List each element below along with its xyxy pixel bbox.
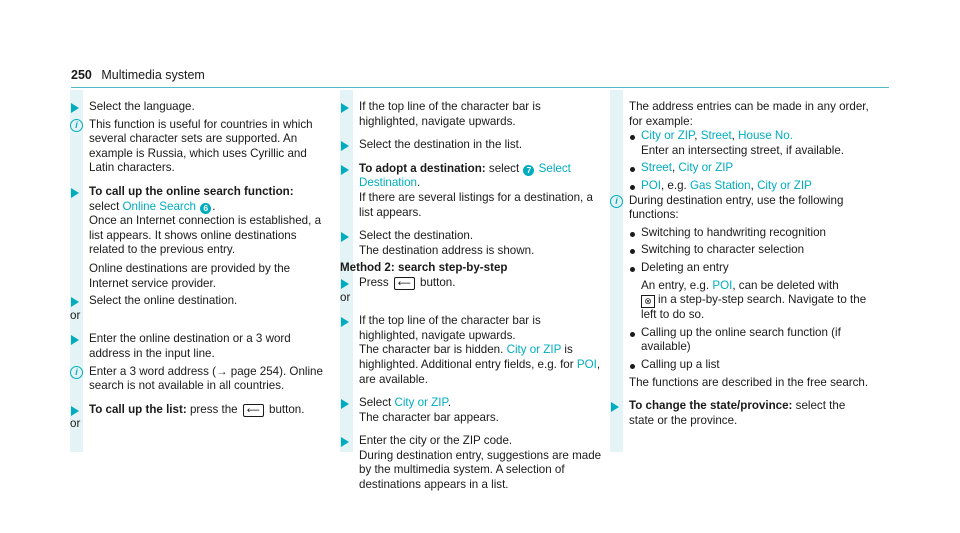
step-text: Press — [359, 275, 389, 289]
method-heading: Method 2: search step-by-step — [340, 261, 508, 275]
bullet-icon — [630, 167, 635, 172]
step-heading: To call up the list: — [89, 402, 187, 416]
menu-item-street[interactable]: Street — [641, 161, 672, 175]
step-heading: To adopt a destination: — [359, 161, 486, 175]
step-text: button. — [269, 402, 305, 416]
info-icon: i — [70, 366, 83, 379]
step-arrow-icon — [71, 103, 79, 113]
menu-item-poi[interactable]: POI — [641, 178, 661, 192]
bullet-item — [610, 326, 872, 355]
menu-item-city-or-zip[interactable]: City or ZIP — [506, 343, 562, 357]
menu-item-poi[interactable]: POI — [712, 278, 733, 292]
step-arrow-icon — [341, 141, 349, 151]
callout-number: 7 — [523, 165, 534, 176]
step — [340, 100, 602, 129]
punctuation: , — [750, 178, 754, 192]
page-number: 250 — [71, 68, 92, 82]
step — [70, 294, 332, 309]
step — [340, 138, 602, 153]
or-text: or — [70, 417, 81, 431]
step-text: The character bar appears. — [359, 410, 499, 424]
step-arrow-icon — [341, 165, 349, 175]
back-button-icon: ⟵ — [394, 277, 415, 290]
step-arrow-icon — [341, 317, 349, 327]
punctuation: , — [694, 129, 698, 143]
step-text: button. — [420, 275, 456, 289]
bullet-icon — [630, 364, 635, 369]
info-icon: i — [610, 195, 623, 208]
bullet-item — [610, 261, 872, 276]
step-text: Select the destination. — [359, 229, 474, 243]
punctuation: . — [212, 199, 216, 213]
menu-item-city-or-zip[interactable]: City or ZIP — [757, 178, 812, 192]
step-arrow-icon — [341, 279, 349, 289]
step-text: Once an Internet connection is established, a list appears. It shows online destinations related to the previous entry. — [89, 214, 322, 257]
step-text: If there are several listings for a destination, a list appears. — [359, 190, 593, 219]
info-text: This function is useful for countries in which several character sets are supported. An example is Russia, which uses Cyrillic and Latin characters. — [89, 117, 313, 175]
step-arrow-icon — [71, 335, 79, 345]
bullet-text: Enter an intersecting street, if available. — [641, 143, 844, 157]
bullet-text: Switching to character selection — [641, 243, 805, 257]
step-text: select — [488, 161, 520, 175]
bullet-text: Calling up a list — [641, 357, 720, 371]
info-note — [70, 118, 332, 176]
step-text: , are available. — [359, 357, 601, 386]
step-text: If the top line of the character bar is highlighted, navigate upwards. — [359, 100, 541, 128]
menu-item-online-search[interactable]: Online Search — [122, 199, 196, 213]
info-text: Enter a 3 word address (→ page 254). Online search is not available in all countries. — [89, 364, 323, 393]
step-arrow-icon — [341, 232, 349, 242]
step — [70, 332, 332, 361]
punctuation: . — [417, 176, 421, 190]
bullet-icon — [630, 267, 635, 272]
menu-item-city-or-zip[interactable]: City or ZIP — [394, 396, 448, 410]
step-text: Online destinations are provided by the Internet service provider. — [89, 261, 291, 290]
bullet-item — [610, 226, 872, 241]
paragraph: The address entries can be made in any order, for example: — [629, 100, 869, 128]
or-text: or — [340, 290, 351, 304]
bullet-text: , can be deleted with — [732, 278, 839, 292]
step-text: is highlighted. Additional entry fields, e.g. for — [359, 343, 574, 371]
info-text: During destination entry, use the following functions: — [629, 193, 844, 222]
or-text: or — [70, 308, 81, 322]
menu-item-gas-station[interactable]: Gas Station — [690, 178, 751, 192]
step-text: Select the language. — [89, 100, 195, 113]
step-arrow-icon — [71, 188, 79, 198]
step-arrow-icon — [341, 437, 349, 447]
step-heading: To call up the online search function: — [89, 184, 294, 198]
menu-item-city-or-zip[interactable]: City or ZIP — [678, 161, 734, 175]
column-2 — [340, 100, 602, 493]
bullet-item — [610, 358, 872, 373]
punctuation: , — [671, 161, 676, 175]
bullet-item — [610, 161, 872, 176]
bullet-detail — [610, 279, 872, 323]
bullet-item — [610, 129, 872, 144]
callout-number: 6 — [200, 203, 211, 214]
step-text: If the top line of the character bar is highlighted, navigate upwards. — [359, 314, 541, 342]
bullet-text: in a step-by-step search. Navigate to the left to do so. — [641, 293, 867, 322]
step-arrow-icon — [71, 406, 79, 416]
column-3 — [610, 100, 872, 428]
step — [70, 403, 332, 418]
step-text: During destination entry, suggestions are made by the multimedia system. A selection of destinations appears in a list. — [359, 448, 602, 492]
step-text: The character bar is hidden. — [359, 343, 504, 357]
bullet-text: , e.g. — [660, 178, 687, 192]
step-text: Select the destination in the list. — [359, 138, 523, 152]
step — [340, 276, 602, 291]
step — [340, 162, 602, 220]
bullet-item — [610, 179, 872, 194]
punctuation: , — [731, 129, 735, 143]
step — [340, 396, 602, 425]
step — [610, 399, 872, 428]
info-note — [610, 194, 872, 223]
step-text: Select the online destination. — [89, 294, 238, 308]
step — [70, 100, 332, 115]
section-title: Multimedia system — [101, 68, 205, 82]
step-arrow-icon — [71, 297, 79, 307]
step-text: select the state or the province. — [629, 399, 846, 427]
menu-item-select-destination[interactable]: Select Destination — [359, 161, 571, 190]
page-header — [71, 68, 205, 83]
bullet-text: Calling up the online search function (if available) — [641, 325, 841, 354]
step-text: Select — [359, 396, 392, 410]
step — [340, 229, 602, 258]
back-button-icon: ⟵ — [243, 404, 264, 417]
delete-icon: ⊗ — [641, 295, 655, 308]
step-text: select — [89, 199, 120, 213]
info-icon: i — [70, 119, 83, 132]
step-text: Enter the city or the ZIP code. — [359, 434, 513, 448]
step — [340, 314, 602, 387]
step-arrow-icon — [611, 402, 619, 412]
step-arrow-icon — [341, 103, 349, 113]
bullet-icon — [630, 135, 635, 140]
menu-item-poi[interactable]: POI — [576, 357, 597, 371]
punctuation: . — [447, 396, 451, 410]
bullet-text: Deleting an entry — [641, 260, 729, 274]
menu-item-street[interactable]: Street — [700, 129, 732, 143]
step — [70, 185, 332, 291]
step-text: The destination address is shown. — [359, 243, 535, 257]
bullet-text: An entry, e.g. — [641, 278, 710, 292]
column-1 — [70, 100, 332, 432]
bullet-icon — [630, 232, 635, 237]
bullet-icon — [630, 185, 635, 190]
bullet-text: Switching to handwriting recognition — [641, 225, 826, 239]
paragraph: The functions are described in the free search. — [629, 375, 869, 389]
menu-item-city-or-zip[interactable]: City or ZIP — [641, 129, 695, 143]
step-arrow-icon — [341, 399, 349, 409]
menu-item-house-no[interactable]: House No. — [738, 129, 793, 143]
step-heading: To change the state/province: — [629, 399, 793, 413]
step-text: press the — [189, 402, 238, 416]
step-text: Enter the online destination or a 3 word address in the input line. — [89, 332, 291, 360]
bullet-item — [610, 243, 872, 258]
header-rule — [71, 87, 889, 88]
bullet-icon — [630, 249, 635, 254]
step — [340, 434, 602, 492]
bullet-icon — [630, 332, 635, 337]
info-note — [70, 365, 332, 394]
